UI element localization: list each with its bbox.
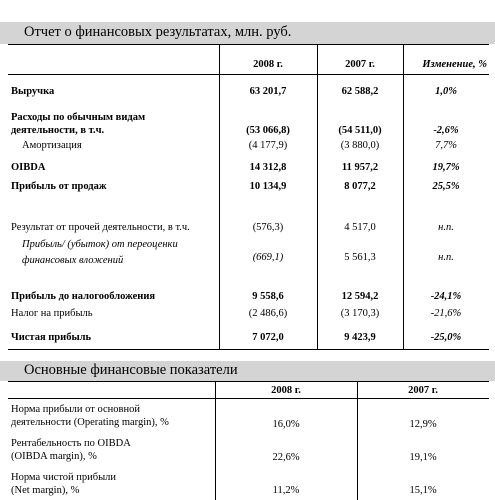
row-label: Выручка: [11, 86, 55, 97]
column-header-2008: 2008 г.: [253, 59, 283, 70]
value-2007: 9 423,9: [344, 332, 376, 343]
row-label: Результат от прочей деятельности, в т.ч.: [11, 222, 190, 233]
column-header-2008: 2008 г.: [271, 385, 301, 396]
column-header-2007: 2007 г.: [345, 59, 375, 70]
value-2008: (2 486,6): [248, 308, 288, 319]
value-2008: (669,1): [252, 252, 284, 263]
indicator-label: (Net margin), %: [11, 485, 80, 496]
value-change: -24,1%: [430, 291, 462, 302]
row-label: финансовых вложений: [22, 255, 124, 266]
income-statement-title: Отчет о финансовых результатах, млн. руб.: [24, 24, 292, 40]
value-change: -25,0%: [430, 332, 462, 343]
row-label: деятельности, в т.ч.: [11, 125, 105, 136]
value-2008: (576,3): [252, 222, 284, 233]
row-label: Чистая прибыль: [11, 332, 92, 343]
value-2007: 5 561,3: [344, 252, 376, 263]
divider: [8, 349, 489, 350]
value-change: 1,0%: [435, 86, 457, 97]
indicator-label: деятельности (Operating margin), %: [11, 417, 169, 428]
row-label: OIBDA: [11, 162, 46, 173]
indicator-label: Рентабельность по OIBDA: [11, 438, 131, 449]
row-label: Прибыль/ (убыток) от переоценки: [22, 239, 178, 250]
value-2007: (3 170,3): [340, 308, 380, 319]
divider: [8, 74, 489, 75]
value-change: -21,6%: [430, 308, 462, 319]
value-change: 7,7%: [435, 140, 457, 151]
value-change: н.п.: [438, 252, 454, 263]
value-2007: 12 594,2: [341, 291, 379, 302]
value-2007: 11 957,2: [341, 162, 379, 173]
value-2007: (3 880,0): [340, 140, 380, 151]
value-change: н.п.: [438, 222, 454, 233]
value-2008: 14 312,8: [249, 162, 287, 173]
indicator-value-2008: 11,2%: [272, 485, 300, 496]
value-2008: (53 066,8): [246, 125, 290, 136]
value-2008: 63 201,7: [249, 86, 287, 97]
indicator-value-2007: 15,1%: [409, 485, 437, 496]
value-2008: 9 558,6: [252, 291, 284, 302]
value-change: -2,6%: [433, 125, 459, 136]
value-change: 19,7%: [432, 162, 460, 173]
value-change: 25,5%: [432, 181, 460, 192]
indicator-label: Норма прибыли от основной: [11, 404, 140, 415]
divider: [8, 398, 489, 399]
value-2007: 8 077,2: [344, 181, 376, 192]
row-label: Налог на прибыль: [11, 308, 93, 319]
value-2008: 7 072,0: [252, 332, 284, 343]
value-2007: 62 588,2: [341, 86, 379, 97]
indicator-value-2008: 22,6%: [272, 452, 300, 463]
indicator-value-2007: 12,9%: [409, 419, 437, 430]
column-header-change: Изменение, %: [422, 59, 487, 70]
indicator-value-2008: 16,0%: [272, 419, 300, 430]
value-2008: 10 134,9: [249, 181, 287, 192]
row-label: Прибыль от продаж: [11, 181, 107, 192]
row-label: Прибыль до налогообложения: [11, 291, 156, 302]
row-label: Расходы по обычным видам: [11, 112, 146, 123]
divider: [8, 44, 489, 45]
indicator-label: Норма чистой прибыли: [11, 472, 117, 483]
indicator-value-2007: 19,1%: [409, 452, 437, 463]
divider: [8, 381, 489, 382]
value-2007: (54 511,0): [338, 125, 382, 136]
indicators-title: Основные финансовые показатели: [24, 362, 238, 378]
indicator-label: (OIBDA margin), %: [11, 451, 97, 462]
value-2008: (4 177,9): [248, 140, 288, 151]
row-label: Амортизация: [22, 140, 82, 151]
value-2007: 4 517,0: [344, 222, 376, 233]
column-header-2007: 2007 г.: [408, 385, 438, 396]
